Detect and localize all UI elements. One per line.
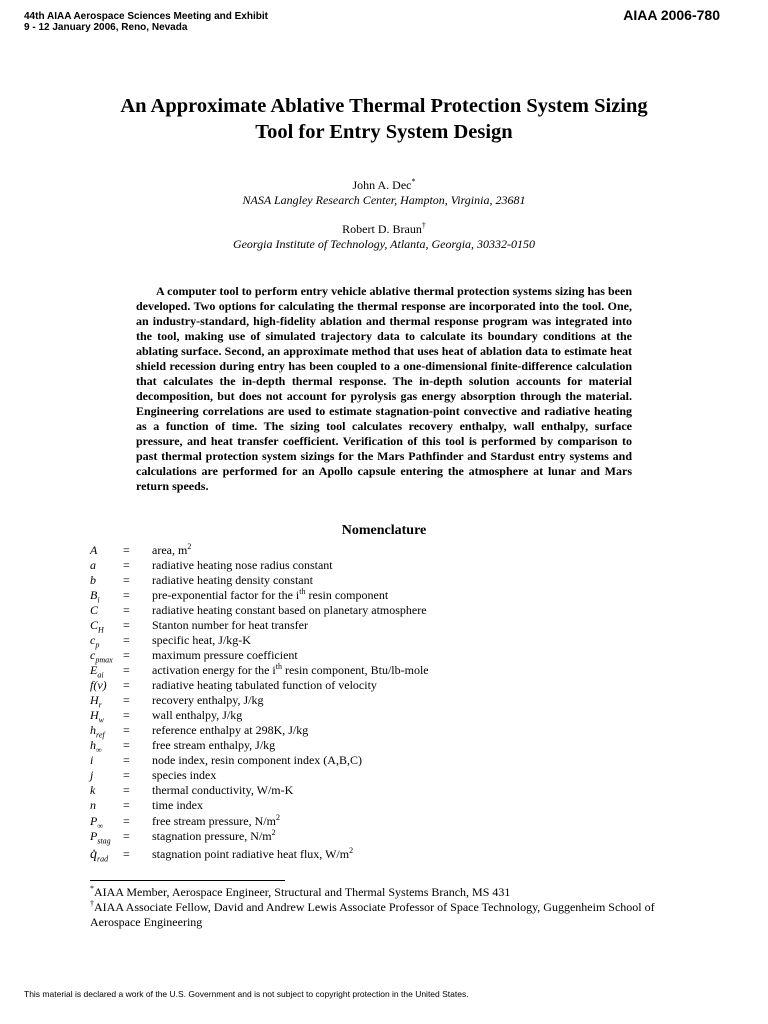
equals-sign: =: [123, 783, 130, 797]
nomenclature-definition: node index, resin component index (A,B,C): [152, 753, 362, 767]
nomenclature-symbol: $P_{stag}$: [90, 829, 111, 846]
nomenclature-definition: time index: [152, 798, 203, 812]
abstract: [136, 284, 632, 494]
nomenclature-definition: radiative heating nose radius constant: [152, 558, 333, 572]
equals-sign: =: [123, 648, 130, 662]
equals-sign: =: [123, 618, 130, 632]
equals-sign: =: [123, 847, 130, 861]
nomenclature-symbol: k: [90, 783, 96, 797]
nomenclature-definition: radiative heating constant based on planetary atmosphere: [152, 603, 427, 617]
nomenclature-definition: stagnation point radiative heat flux, $W/m^2$: [152, 846, 354, 861]
nomenclature-definition: specific heat, J/kg-K: [152, 633, 251, 647]
nomenclature-symbol: j: [90, 768, 94, 782]
equals-sign: =: [123, 543, 130, 557]
conference-dates: 9 - 12 January 2006, Reno, Nevada: [24, 22, 188, 33]
nomenclature-symbol: $h_\infty$: [90, 738, 102, 755]
footnote-2-mark: †: [90, 899, 94, 908]
nomenclature-definition: maximum pressure coefficient: [152, 648, 298, 662]
nomenclature-definition: area, $m^2$: [152, 542, 192, 557]
conference-name: 44th AIAA Aerospace Sciences Meeting and Exhibit: [24, 11, 268, 22]
nomenclature-definition: radiative heating density constant: [152, 573, 313, 587]
nomenclature-symbol: $c_{pmax}$: [90, 648, 113, 665]
nomenclature-symbol: $B_i$: [90, 588, 100, 605]
nomenclature-symbol: $C_H$: [90, 618, 104, 635]
nomenclature-symbol: $E_{ai}$: [90, 663, 104, 680]
nomenclature-symbol: A: [90, 543, 98, 557]
author-2-name: Robert D. Braun: [342, 222, 422, 236]
nomenclature-symbol: i: [90, 753, 94, 767]
nomenclature-definition: species index: [152, 768, 217, 782]
author-1-name: John A. Dec: [352, 178, 412, 192]
author-1: [60, 178, 708, 193]
nomenclature-symbol: $H_w$: [90, 708, 105, 725]
paper-title: [60, 93, 708, 145]
equals-sign: =: [123, 558, 130, 572]
nomenclature-definition: stagnation pressure, $N/m^2$: [152, 828, 276, 843]
equals-sign: =: [123, 768, 130, 782]
nomenclature-symbol: C: [90, 603, 99, 617]
title-line-2: Tool for Entry System Design: [255, 121, 513, 143]
nomenclature-symbol: n: [90, 798, 96, 812]
nomenclature-symbol: $c_p$: [90, 633, 100, 650]
equals-sign: =: [123, 798, 130, 812]
footnote-2: [90, 900, 690, 930]
nomenclature-definition: radiative heating tabulated function of velocity: [152, 678, 377, 692]
equals-sign: =: [123, 738, 130, 752]
equals-sign: =: [123, 708, 130, 722]
equals-sign: =: [123, 633, 130, 647]
author-2-affiliation: Georgia Institute of Technology, Atlanta, Georgia, 30332-0150: [232, 237, 536, 251]
footnote-1-text: AIAA Member, Aerospace Engineer, Structural and Thermal Systems Branch, MS 431: [94, 885, 511, 899]
equals-sign: =: [123, 723, 130, 737]
nomenclature-heading: Nomenclature: [341, 523, 427, 538]
footnotes: [90, 885, 690, 930]
nomenclature-symbol: $H_r$: [90, 693, 102, 710]
nomenclature-definition: reference enthalpy at 298K, J/kg: [152, 723, 309, 737]
nomenclature-definition: Stanton number for heat transfer: [152, 618, 308, 632]
equals-sign: =: [123, 693, 130, 707]
author-2-mark: †: [421, 221, 426, 230]
nomenclature-definition: wall enthalpy, J/kg: [152, 708, 243, 722]
nomenclature-definition: pre-exponential factor for the $i^{th}$ resin component: [152, 587, 389, 602]
equals-sign: =: [123, 753, 130, 767]
conference-header: [24, 11, 268, 33]
footnote-divider: [90, 880, 285, 881]
equals-sign: =: [123, 829, 130, 843]
equals-sign: =: [123, 603, 130, 617]
nomenclature-symbol: f(v): [90, 678, 107, 692]
nomenclature-symbol: $P_\infty$: [90, 814, 104, 831]
copyright-notice: This material is declared a work of the U.S. Government and is not subject to copyright protection in the United States.: [24, 989, 469, 999]
abstract-text: A computer tool to perform entry vehicle ablative thermal protection systems sizing has been developed. Two options for calculating the thermal response are incorporated into the tool. One, an industry-standard, high-fidelity ablation and thermal response program was integrated into the tool, making use of simulated trajectory data to calculate its boundary conditions at the ablating surface. Second, an approximate method that uses heat of ablation data to estimate heat shield recession during entry has been coupled to a one-dimensional finite-difference calculation that calculates the in-depth thermal response. The in-depth solution accounts for material decomposition, but does not account for pyrolysis gas energy absorption through the material. Engineering correlations are used to estimate stagnation-point convective and radiative heating as a function of time. The sizing tool calculates recovery enthalpy, wall enthalpy, surface pressure, and heat transfer coefficient. Verification of this tool is performed by comparison to past thermal protection system sizings for the Mars Pathfinder and Stardust entry systems and calculations are performed for an Apollo capsule entering the atmosphere at lunar and Mars return speeds.: [136, 284, 632, 493]
nomenclature-definition: activation energy for the $i^{th}$ resin component, Btu/lb-mole: [152, 662, 429, 677]
author-1-mark: *: [411, 177, 416, 186]
footnote-1: [90, 885, 690, 900]
nomenclature-definition: recovery enthalpy, J/kg: [152, 693, 264, 707]
title-line-1: An Approximate Ablative Thermal Protection System Sizing: [120, 95, 648, 117]
paper-number: AIAA 2006-780: [623, 7, 720, 23]
nomenclature-symbol: $q̇_{rad}$: [90, 847, 109, 864]
equals-sign: =: [123, 814, 130, 828]
nomenclature-symbol: b: [90, 573, 96, 587]
nomenclature-symbol: $h_{ref}$: [90, 723, 105, 740]
nomenclature-symbol: a: [90, 558, 96, 572]
equals-sign: =: [123, 678, 130, 692]
equals-sign: =: [123, 573, 130, 587]
footnote-1-mark: *: [90, 884, 94, 893]
nomenclature-definition: free stream enthalpy, J/kg: [152, 738, 276, 752]
author-1-affiliation: NASA Langley Research Center, Hampton, Virginia, 23681: [242, 193, 526, 207]
equals-sign: =: [123, 588, 130, 602]
nomenclature-definition: thermal conductivity, W/m-K: [152, 783, 294, 797]
equals-sign: =: [123, 663, 130, 677]
nomenclature-definition: free stream pressure, $N/m^2$: [152, 813, 280, 828]
footnote-2-text: AIAA Associate Fellow, David and Andrew Lewis Associate Professor of Space Technology, Guggenheim School of Aerospace Engineering: [90, 900, 655, 929]
author-2: [60, 222, 708, 237]
